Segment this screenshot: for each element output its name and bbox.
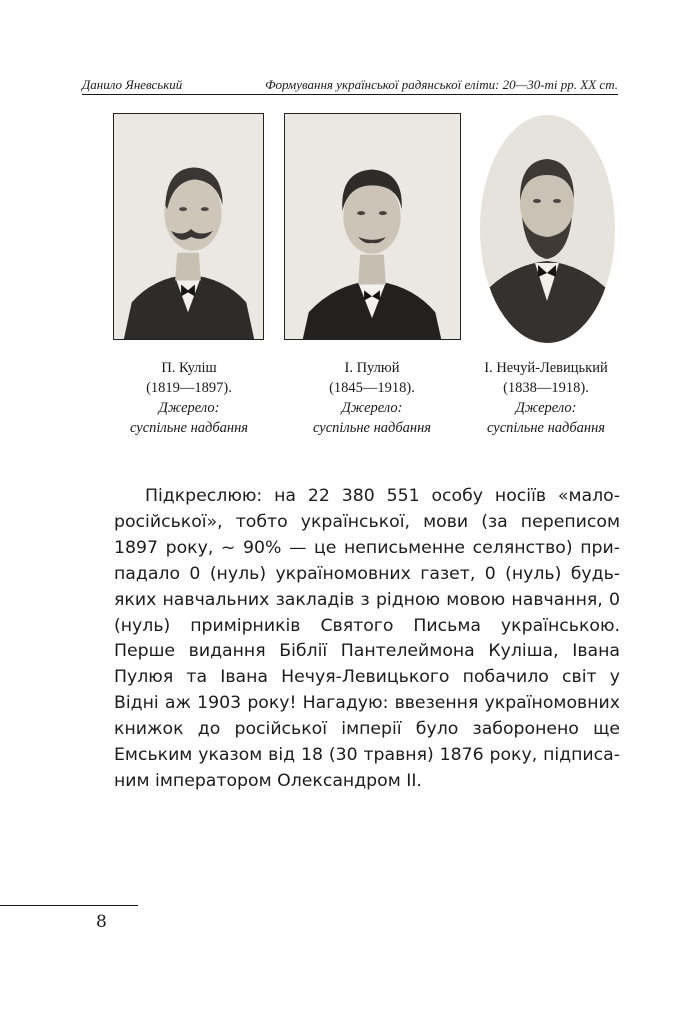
caption-name: І. Пулюй [344,360,400,376]
header-book-title: Формування української радянської еліти: 20—30-ті рр. ХХ ст. [265,77,618,92]
caption-nechui-levytskyi [461,358,631,438]
portrait-kulish [113,113,264,340]
portrait-puluj [284,113,461,340]
caption-name: П. Куліш [161,360,217,376]
caption-source-label: Джерело: [515,400,577,416]
header-rule [82,94,618,95]
caption-source-value: суспільне надбання [129,420,249,436]
caption-puluj [287,358,457,438]
caption-name: І. Нечуй-Левицький [484,360,608,376]
portrait-nechui-levytskyi [480,115,615,343]
caption-years: (1845—1918). [329,380,415,396]
caption-source-value: суспільне надбання [486,420,606,436]
page-number: 8 [96,912,107,932]
caption-source-value: суспільне надбання [312,420,432,436]
caption-kulish [104,358,274,438]
caption-years: (1819—1897). [146,380,232,396]
caption-years: (1838—1918). [503,380,589,396]
body-paragraph: Підкреслюю: на 22 380 551 особу носіїв «малоросійської», тобто української, мови (за переписом 1897 року, ~ 90% — це неписьменне селянство) припадало 0 (нуль) україномовних газет, 0 (нуль) будь-яких навчальних закладів з рідною мовою навчання, 0 (нуль) примірників Святого Письма українською. Перше видання Біблії Пантелеймона Куліша, Івана Пулюя та Івана Нечуя-Левицького побачило світ у Відні аж 1903 року! Нагадую: ввезення україномовних книжок до російської імперії було заборонено ще Емським указом від 18 (30 травня) 1876 року, підписаним імператором Олександром ІІ. [114,486,620,791]
caption-source-label: Джерело: [158,400,220,416]
caption-source-label: Джерело: [341,400,403,416]
running-head [82,74,618,94]
footer-rule [0,905,138,906]
header-author: Данило Яневський [82,77,183,92]
